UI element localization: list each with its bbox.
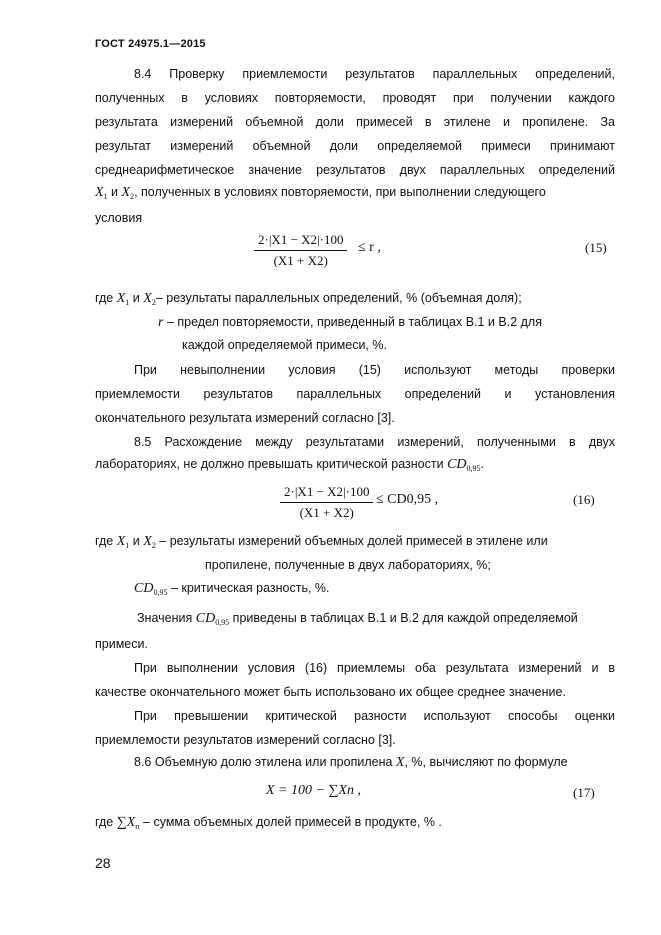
where-16-line [95,533,615,554]
where-lead: где [95,291,114,305]
paragraph-8-4-line: результат измерений объемной доли определяемой примеси принимают [95,139,615,153]
equation-16-number: (16) [573,492,595,507]
r-description: – предел повторяемости, приведенный в таблицах В.1 и В.2 для [166,315,542,329]
paragraph-8-4-line: результата измерений объемной доли примесей в этилене и пропилене. За [95,115,615,129]
math-x2: $X_2$ [143,291,156,307]
paragraph-fail-line: окончательного результата измерений согласно [3]. [95,411,395,425]
math-x1: $X_1$ [116,291,130,307]
paragraph-fail-line: При невыполнении условия (15) используют методы проверки [134,363,615,377]
paragraph-8-4-line: условия [95,211,143,225]
values-head: Значения [137,611,193,625]
paragraph-8-6-tail: , %, вычисляют по формуле [404,755,568,769]
paragraph-8-4-line: полученных в условиях повторяемости, проводят при получении каждого [95,91,615,105]
equation-16-denominator: (X1 + X2) [299,505,354,520]
math-cd095: $CD_{0,95}$ [447,457,481,473]
equation-15-fraction [254,232,347,269]
equation-16-numerator: 2·|X1 − X2|·100 [280,484,373,503]
where-15-r-line [158,315,542,331]
math-r: r [158,315,164,330]
paragraph-8-4-tail: , полученных в условиях повторяемости, при выполнении следующего [134,185,546,199]
values-tail: приведены в таблицах В.1 и В.2 для каждой определяемой [232,611,578,625]
where-17-description: – сумма объемных долей примесей в продукте, % . [143,815,442,829]
equation-15-rhs: ≤ r , [358,240,381,255]
math-cd095: $CD_{0,95}$ [195,611,230,627]
math-x2: $X_2$ [143,534,156,550]
page-number: 28 [95,855,111,871]
equation-16-fraction [280,484,373,521]
math-x1: $X_1$ [116,534,130,550]
paragraph-8-4-line: 8.4 Проверку приемлемости результатов параллельных определений, [134,67,615,81]
math-x: X [395,755,405,770]
paragraph-8-6-head: 8.6 Объемную долю этилена или пропилена [134,755,393,769]
paragraph-exceed-line: приемлемости результатов измерений согласно [3]. [95,733,396,747]
where-15-r-continuation: каждой определяемой примеси, %. [182,338,387,352]
paragraph-8-5-text: лабораториях, не должно превышать критической разности [95,457,444,471]
where-16-cd-line [134,581,330,597]
equation-17: X = 100 − ∑Xп , [266,783,361,798]
paragraph-values-line [137,610,618,631]
math-sum-xn: $\sum X_п$ [116,815,140,831]
where-16-continuation: пропилене, полученные в двух лабораториях, %; [205,558,491,572]
conjunction: и [132,534,140,548]
paragraph-8-5-line: 8.5 Расхождение между результатами измерений, полученными в двух [134,435,615,449]
paragraph-fail-line: приемлемости результатов параллельных определений и установления [95,387,615,401]
where-lead: где [95,534,114,548]
conjunction: и [111,185,119,199]
equation-15-denominator: (X1 + X2) [273,253,328,268]
math-x1: $X_1$ [95,185,108,201]
where-15-description: – результаты параллельных определений, % (объемная доля); [155,291,522,305]
paragraph-accept-line: При выполнении условия (16) приемлемы оба результата измерений и в [134,661,615,675]
paragraph-values-line: примеси. [95,637,148,651]
cd-description: – критическая разность, %. [170,581,330,595]
paragraph-8-4-line: среднеарифметическое значение результатов двух параллельных определений [95,163,615,177]
where-15-line [95,290,615,311]
paragraph-8-6-line [134,754,615,771]
equation-15-number: (15) [585,240,607,255]
where-16-description: – результаты измерений объемных долей примесей в этилене или [159,534,548,548]
paragraph-accept-line: качестве окончательного может быть использовано их общее среднее значение. [95,685,566,699]
math-cd095: $CD_{0,95}$ [134,581,168,597]
equation-15-numerator: 2·|X1 − X2|·100 [254,232,347,251]
conjunction: и [132,291,140,305]
where-lead: где [95,815,114,829]
paragraph-8-4-line-with-math [95,184,615,205]
math-x2: $X_2$ [121,185,135,201]
equation-17-number: (17) [573,785,595,800]
paragraph-8-5-line-with-math: лабораториях, не должно превышать критической разности $CD_{0,95}$. [95,457,484,473]
equation-16-rhs: ≤ CD0,95 , [376,492,439,507]
document-header: ГОСТ 24975.1—2015 [95,38,206,50]
paragraph-exceed-line: При превышении критической разности используют способы оценки [134,709,615,723]
where-17-line [95,814,615,835]
